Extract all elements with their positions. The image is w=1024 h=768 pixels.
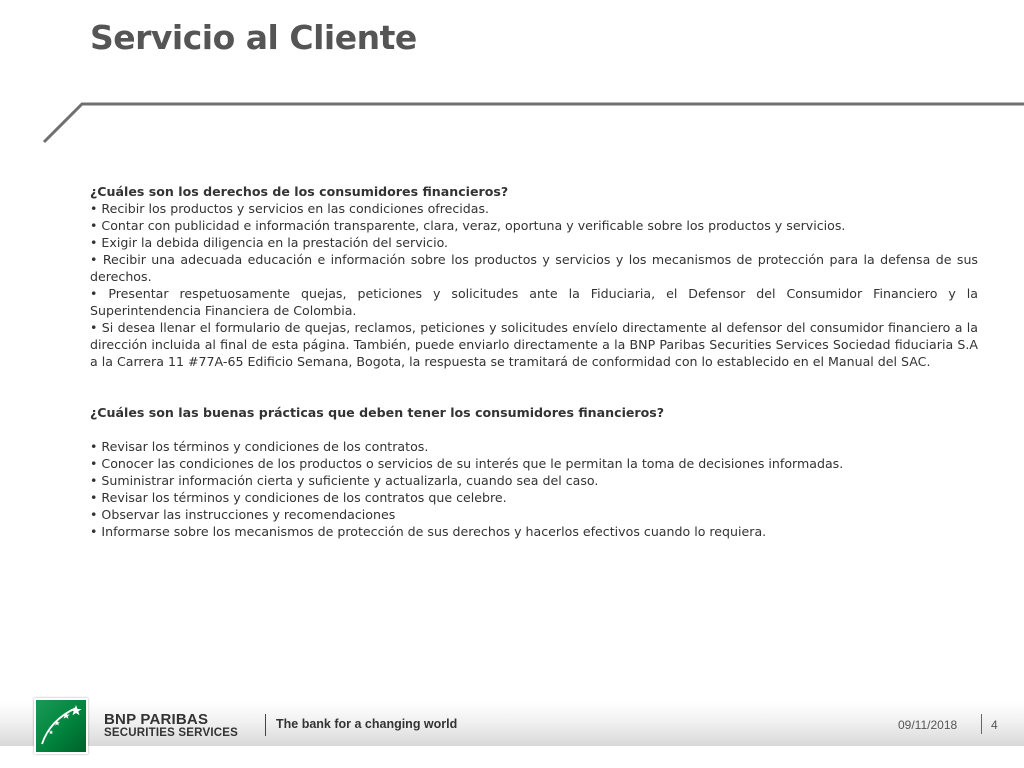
slide-title: Servicio al Cliente bbox=[90, 18, 417, 57]
bnp-stars-logo-icon bbox=[34, 698, 88, 754]
footer-separator bbox=[981, 714, 982, 734]
practices-item: • Revisar los términos y condiciones de los contratos. bbox=[90, 439, 429, 454]
practices-item: • Revisar los términos y condiciones de los contratos que celebre. bbox=[90, 490, 507, 505]
practices-question: ¿Cuáles son las buenas prácticas que deben tener los consumidores financieros? bbox=[90, 405, 665, 420]
brand-separator bbox=[265, 714, 266, 736]
practices-item: • Suministrar información cierta y suficiente y actualizarla, cuando sea del caso. bbox=[90, 473, 599, 488]
rights-question: ¿Cuáles son los derechos de los consumidores financieros? bbox=[90, 184, 509, 199]
rights-item: • Recibir los productos y servicios en las condiciones ofrecidas. bbox=[90, 201, 490, 216]
rights-item: • Contar con publicidad e información transparente, clara, veraz, oportuna y verificable sobre los productos y servicios. bbox=[90, 218, 846, 233]
rights-item: • Si desea llenar el formulario de quejas, reclamos, peticiones y solicitudes envíelo directamente al defensor del consumidor financiero a la dirección incluida al final de esta página. También, puede enviarlo directamente a la BNP Paribas Securities Services Sociedad fiduciaria S.A a la Carrera 11 #77A-65 Edificio Semana, Bogota, la respuesta se tramitará de conformidad con lo establecido en el Manual del SAC. bbox=[90, 320, 978, 369]
page-number: 4 bbox=[991, 718, 998, 732]
title-rule-line bbox=[44, 104, 1024, 142]
practices-item: • Informarse sobre los mecanismos de protección de sus derechos y hacerlos efectivos cuando lo requiera. bbox=[90, 524, 767, 539]
slide-date: 09/11/2018 bbox=[898, 718, 958, 732]
rights-item: • Exigir la debida diligencia en la prestación del servicio. bbox=[90, 235, 449, 250]
practices-item: • Conocer las condiciones de los productos o servicios de su interés que le permitan la toma de decisiones informadas. bbox=[90, 456, 844, 471]
slide-body bbox=[90, 183, 978, 540]
title-rule bbox=[0, 0, 1024, 150]
brand-name: BNP PARIBAS bbox=[104, 711, 209, 728]
rights-item: • Presentar respetuosamente quejas, peticiones y solicitudes ante la Fiduciaria, el Defensor del Consumidor Financiero y la Superintendencia Financiera de Colombia. bbox=[90, 286, 978, 318]
practices-item: • Observar las instrucciones y recomendaciones bbox=[90, 507, 396, 522]
brand-tagline: The bank for a changing world bbox=[276, 717, 458, 731]
brand-subname: SECURITIES SERVICES bbox=[104, 727, 238, 739]
rights-item: • Recibir una adecuada educación e información sobre los productos y servicios y los mecanismos de protección para la defensa de sus derechos. bbox=[90, 252, 978, 284]
